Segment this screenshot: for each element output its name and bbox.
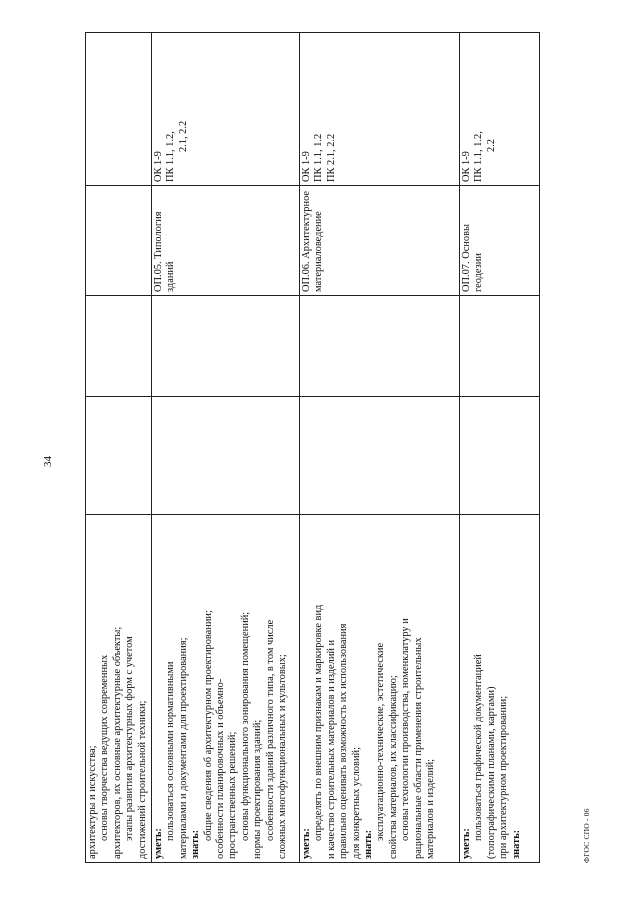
- discipline-cell: [86, 186, 152, 296]
- requirement-line: пользоваться графической документацией: [473, 654, 485, 841]
- hours-mandatory-cell: [300, 296, 460, 397]
- curriculum-table: [85, 32, 540, 863]
- hours-max-cell: [86, 397, 152, 515]
- discipline-cell: [460, 186, 540, 296]
- hours-max-cell: [300, 397, 460, 515]
- requirement-line: этапы развития архитектурных форм с учетом: [124, 636, 136, 841]
- hours-max-cell: [460, 397, 540, 515]
- section-heading: знать:: [510, 829, 522, 859]
- table-row: [152, 33, 300, 863]
- requirement-line: архитектуры и искусства;: [87, 745, 98, 859]
- footer-code: ФГОС СПО - 06: [582, 808, 591, 863]
- hours-max-cell: [152, 397, 300, 515]
- requirement-line: при архитектурном проектировании;: [498, 695, 510, 859]
- requirement-line: архитекторов, их основные архитектурные объекты;: [111, 626, 123, 859]
- requirements-cell: [152, 515, 300, 863]
- section-heading: уметь:: [301, 828, 312, 859]
- requirements-cell: [460, 515, 540, 863]
- competences-cell: [152, 33, 300, 186]
- requirement-line: нормы проектирования зданий;: [252, 719, 264, 859]
- requirement-line: сложных многофункциональных и культовых;: [277, 654, 289, 859]
- competence-code: ОК 1-9: [461, 151, 472, 182]
- competence-code: ПК 1.1, 1.2,: [473, 131, 485, 182]
- section-heading: уметь:: [153, 828, 164, 859]
- requirement-line: рациональные области применения строительных: [412, 637, 424, 859]
- section-heading: уметь:: [461, 828, 472, 859]
- competence-code: 2.1, 2.2: [177, 120, 189, 152]
- competence-code: ОК 1-9: [153, 151, 164, 182]
- requirement-line: свойства материалов, их классификацию;: [387, 675, 399, 859]
- requirement-line: основы функционального зонирования помещений;: [239, 611, 251, 841]
- hours-mandatory-cell: [86, 296, 152, 397]
- competences-cell: [300, 33, 460, 186]
- section-heading: знать:: [363, 829, 375, 859]
- requirement-line: определять по внешним признакам и маркировке вид: [313, 604, 325, 841]
- table-row: [460, 33, 540, 863]
- requirement-line: эксплуатационно-технические, эстетические: [375, 642, 387, 841]
- requirement-line: и качество строительных материалов и изделий и: [325, 639, 337, 859]
- requirement-line: общие сведения об архитектурном проектировании;: [202, 610, 214, 841]
- requirement-line: достижений строительной техники;: [136, 700, 148, 859]
- competence-code: 2.2: [485, 139, 497, 152]
- page-number: 34: [42, 456, 54, 467]
- table-body: [86, 33, 540, 863]
- hours-mandatory-cell: [460, 296, 540, 397]
- discipline-cell: [152, 186, 300, 296]
- requirement-line: (топографическими планами, картами): [485, 686, 497, 859]
- discipline-name: ОП.05. Типология зданий: [153, 211, 177, 292]
- competence-code: ПК 2.1, 2.2: [325, 133, 337, 182]
- requirement-line: правильно оценивать возможность их использования: [338, 623, 350, 859]
- table-row: [86, 33, 152, 863]
- section-heading: знать:: [190, 829, 202, 859]
- requirement-line: материалов и изделий;: [425, 758, 437, 859]
- requirement-line: пространственных решений;: [227, 731, 239, 859]
- competence-code: ПК 1.1, 1.2,: [165, 131, 177, 182]
- requirements-cell: [300, 515, 460, 863]
- discipline-cell: [300, 186, 460, 296]
- requirement-line: пользоваться основными нормативными: [165, 661, 177, 841]
- requirement-line: основы творчества ведущих современных: [99, 654, 111, 841]
- competences-cell: [86, 33, 152, 186]
- requirement-line: основы технологии производства, номенклатуру и: [400, 618, 412, 841]
- requirement-line: особенности зданий различного типа, в том числе: [264, 619, 276, 841]
- requirement-line: материалами и документами для проектирования;: [177, 637, 189, 859]
- requirements-cell: [86, 515, 152, 863]
- competence-code: ПК 1.1, 1.2: [313, 133, 325, 182]
- hours-mandatory-cell: [152, 296, 300, 397]
- requirement-line: для конкретных условий;: [350, 747, 362, 859]
- discipline-name: ОП.07. Основы геодезии: [461, 224, 485, 292]
- requirement-line: особенности планировочных и объемно-: [215, 678, 227, 859]
- discipline-name: ОП.06. Архитектурное материаловедение: [301, 191, 325, 292]
- competences-cell: [460, 33, 540, 186]
- competence-code: ОК 1-9: [301, 151, 312, 182]
- table-row: [300, 33, 460, 863]
